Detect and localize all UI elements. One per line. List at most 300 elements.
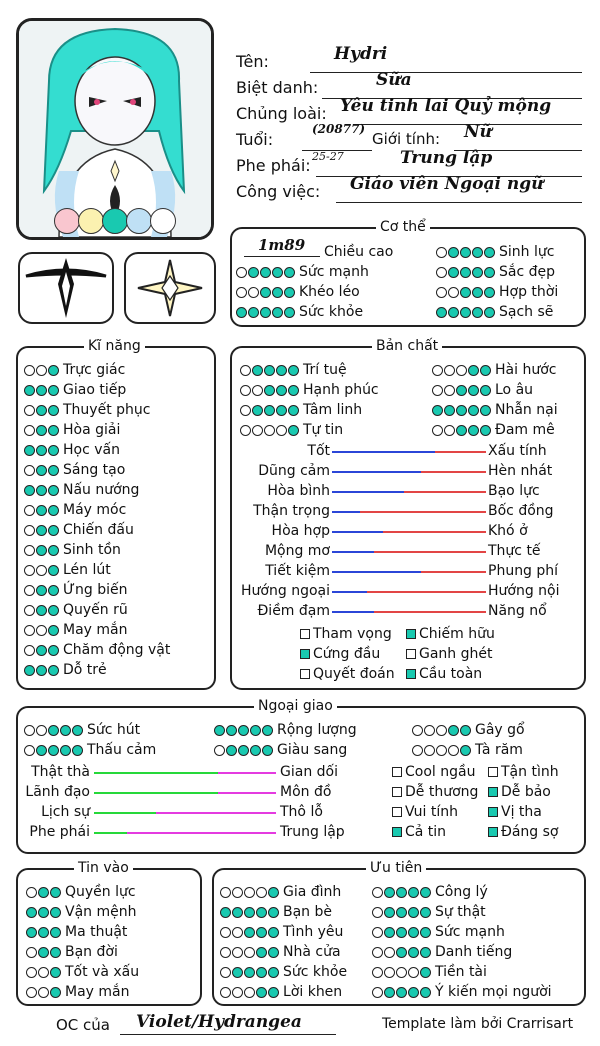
rating-dot [26, 907, 37, 918]
rating-row [24, 640, 170, 660]
rating-dot [424, 745, 435, 756]
rating-dot [472, 247, 483, 258]
rating-dot [436, 267, 447, 278]
rating-dot [214, 725, 225, 736]
rating-label: Tự tin [303, 422, 344, 438]
rating-dot [396, 947, 407, 958]
rating-row [236, 262, 369, 282]
rating-dot [60, 745, 71, 756]
rating-row [26, 982, 129, 1002]
rating-dot [264, 385, 275, 396]
rating-dot [24, 505, 35, 516]
rating-dot [456, 425, 467, 436]
slider-right-label: Phung phí [488, 563, 559, 579]
slider-track-right [435, 451, 486, 453]
oc-underline [120, 1034, 336, 1035]
rating-label: Sức khỏe [283, 964, 348, 980]
rating-row [372, 962, 487, 982]
slider-track-right [218, 792, 276, 794]
profile-job-value: Giáo viên Ngoại ngữ [350, 174, 544, 194]
checkbox [488, 807, 498, 817]
rating-dot [36, 745, 47, 756]
rating-dot [238, 745, 249, 756]
rating-dot [36, 405, 47, 416]
rating-label: Sức hút [87, 722, 141, 738]
star-icon [126, 254, 214, 322]
rating-dot [456, 405, 467, 416]
rating-dot [396, 887, 407, 898]
rating-dots [26, 947, 62, 958]
rating-dot [220, 967, 231, 978]
rating-dot [276, 405, 287, 416]
rating-dot [232, 927, 243, 938]
check-item [488, 822, 559, 842]
slider-track-left [332, 531, 383, 533]
rating-dot [72, 725, 83, 736]
social-title: Ngoại giao [254, 698, 337, 714]
rating-dots [236, 307, 296, 318]
rating-row [24, 560, 111, 580]
rating-row [432, 400, 558, 420]
palette-swatch [102, 208, 128, 234]
rating-row [436, 262, 555, 282]
rating-dot [372, 927, 383, 938]
rating-dots [24, 365, 60, 376]
slider-track-right [421, 571, 486, 573]
slider-track-left [94, 832, 127, 834]
rating-dot [444, 405, 455, 416]
rating-dot [272, 267, 283, 278]
rating-row [220, 982, 342, 1002]
rating-row [432, 420, 555, 440]
rating-dot [240, 405, 251, 416]
rating-dot [36, 425, 47, 436]
rating-label: Tâm linh [303, 402, 363, 418]
rating-dot [244, 887, 255, 898]
rating-dots [436, 247, 496, 258]
rating-dot [424, 725, 435, 736]
rating-dot [48, 565, 59, 576]
slider-right-label: Khó ở [488, 523, 528, 539]
check-label: Vui tính [405, 804, 458, 820]
rating-dot [220, 887, 231, 898]
rating-dot [264, 425, 275, 436]
rating-dot [448, 247, 459, 258]
rating-dot [24, 465, 35, 476]
rating-dot [240, 425, 251, 436]
rating-dot [260, 287, 271, 298]
rating-label: Hợp thời [499, 284, 559, 300]
rating-row [240, 420, 343, 440]
check-label: Cầu toàn [419, 666, 483, 682]
rating-label: Quyến rũ [63, 602, 128, 618]
rating-label: Sinh tồn [63, 542, 121, 558]
rating-dot [288, 365, 299, 376]
rating-dots [24, 625, 60, 636]
rating-dot [444, 425, 455, 436]
slider-left-label: Tốt [307, 443, 330, 459]
rating-dot [244, 907, 255, 918]
rating-dots [220, 887, 280, 898]
rating-dot [252, 365, 263, 376]
rating-dot [48, 625, 59, 636]
check-label: Quyết đoán [313, 666, 395, 682]
rating-dot [24, 645, 35, 656]
rating-dot [444, 385, 455, 396]
rating-dot [268, 987, 279, 998]
rating-dot [260, 307, 271, 318]
rating-dots [432, 365, 492, 376]
check-label: Tận tình [501, 764, 559, 780]
rating-dot [288, 425, 299, 436]
check-label: Vị tha [501, 804, 542, 820]
profile-faction-value: Trung lập [400, 148, 493, 168]
profile-gender-label: Giới tính: [372, 130, 441, 148]
rating-dot [408, 907, 419, 918]
rating-dots [26, 927, 62, 938]
rating-dot [468, 385, 479, 396]
rating-dot [24, 665, 35, 676]
rating-dots [26, 987, 62, 998]
rating-dot [460, 725, 471, 736]
rating-dot [238, 725, 249, 736]
rating-dot [420, 947, 431, 958]
slider-track-left [332, 611, 374, 613]
rating-dot [272, 287, 283, 298]
slider-track-right [404, 491, 486, 493]
profile-name-value: Hydri [334, 44, 388, 64]
rating-dot [448, 725, 459, 736]
rating-dots [412, 725, 472, 736]
rating-dot [38, 967, 49, 978]
rating-dot [244, 927, 255, 938]
slider-track-left [94, 812, 156, 814]
rating-label: Tà răm [475, 742, 523, 758]
rating-dot [26, 887, 37, 898]
rating-dots [220, 947, 280, 958]
rating-label: Sức khỏe [299, 304, 364, 320]
rating-dot [448, 267, 459, 278]
slider-left-label: Điềm đạm [257, 603, 330, 619]
rating-dot [232, 947, 243, 958]
rating-dot [36, 725, 47, 736]
rating-row [26, 942, 118, 962]
rating-dots [240, 405, 300, 416]
rating-dot [24, 725, 35, 736]
rating-label: Ứng biến [63, 582, 128, 598]
rating-dot [50, 987, 61, 998]
rating-dot [48, 385, 59, 396]
rating-row [220, 922, 343, 942]
rating-dots [24, 525, 60, 536]
rating-dot [432, 365, 443, 376]
rating-dots [240, 365, 300, 376]
check-item [406, 664, 482, 684]
rating-dot [26, 927, 37, 938]
rating-dot [268, 887, 279, 898]
rating-label: Nhẫn nại [495, 402, 558, 418]
rating-dot [36, 525, 47, 536]
rating-row [214, 720, 357, 740]
rating-dot [372, 947, 383, 958]
rating-label: Lén lút [63, 562, 111, 578]
rating-dot [244, 987, 255, 998]
rating-row [436, 282, 558, 302]
rating-dot [232, 987, 243, 998]
checkbox [488, 827, 498, 837]
tribal-symbol-icon [20, 254, 112, 322]
rating-row [24, 460, 125, 480]
belief-title: Tin vào [74, 860, 133, 876]
rating-dot [226, 745, 237, 756]
rating-dot [38, 987, 49, 998]
rating-row [372, 982, 552, 1002]
rating-row [372, 882, 488, 902]
rating-dot [436, 307, 447, 318]
rating-row [214, 740, 347, 760]
rating-label: Hài hước [495, 362, 557, 378]
rating-dot [220, 907, 231, 918]
rating-dot [268, 907, 279, 918]
rating-dot [456, 365, 467, 376]
rating-label: Sức mạnh [299, 264, 369, 280]
rating-row [24, 660, 107, 680]
rating-dots [372, 947, 432, 958]
checkbox [406, 649, 416, 659]
slider-left-label: Thận trọng [253, 503, 330, 519]
rating-dot [48, 465, 59, 476]
rating-row [24, 500, 126, 520]
rating-dot [252, 385, 263, 396]
rating-dot [472, 307, 483, 318]
rating-row [240, 360, 347, 380]
rating-dot [268, 967, 279, 978]
slider-track-right [421, 471, 486, 473]
rating-dot [236, 267, 247, 278]
rating-dot [412, 725, 423, 736]
rating-dots [24, 505, 60, 516]
rating-dot [448, 745, 459, 756]
rating-label: Đam mê [495, 422, 555, 438]
rating-row [24, 720, 140, 740]
rating-dot [48, 605, 59, 616]
rating-dot [432, 405, 443, 416]
rating-dots [432, 425, 492, 436]
rating-dot [372, 987, 383, 998]
check-item [392, 822, 446, 842]
slider-track-right [360, 511, 486, 513]
rating-row [26, 902, 136, 922]
rating-dot [38, 907, 49, 918]
rating-dot [256, 967, 267, 978]
checkbox [300, 669, 310, 679]
slider-right-label: Năng nổ [488, 603, 547, 619]
rating-dot [240, 365, 251, 376]
rating-dot [24, 385, 35, 396]
rating-dot [408, 887, 419, 898]
rating-dot [420, 987, 431, 998]
rating-label: Tiền tài [435, 964, 487, 980]
rating-dot [36, 605, 47, 616]
rating-dots [436, 267, 496, 278]
rating-dot [480, 405, 491, 416]
rating-dot [284, 267, 295, 278]
rating-dot [248, 287, 259, 298]
rating-label: Lời khen [283, 984, 343, 1000]
rating-label: Tốt và xấu [65, 964, 140, 980]
rating-row [372, 942, 512, 962]
rating-row [436, 242, 554, 262]
height-value: 1m89 [258, 236, 306, 254]
rating-dot [36, 585, 47, 596]
rating-dot [484, 287, 495, 298]
rating-dot [26, 967, 37, 978]
rating-dot [48, 545, 59, 556]
rating-dot [48, 725, 59, 736]
rating-dots [220, 927, 280, 938]
rating-label: Thấu cảm [87, 742, 157, 758]
rating-dot [48, 425, 59, 436]
rating-dot [372, 907, 383, 918]
rating-dot [264, 405, 275, 416]
body-stats-title: Cơ thể [376, 219, 430, 235]
rating-dot [480, 425, 491, 436]
rating-row [432, 380, 533, 400]
rating-dots [24, 745, 84, 756]
rating-dot [468, 365, 479, 376]
rating-dot [408, 987, 419, 998]
rating-dot [232, 967, 243, 978]
slider-track-left [332, 491, 404, 493]
rating-dots [24, 425, 60, 436]
rating-label: Giàu sang [277, 742, 348, 758]
rating-dot [408, 927, 419, 938]
rating-label: Khéo léo [299, 284, 360, 300]
rating-dots [240, 425, 300, 436]
oc-owner: Violet/Hydrangea [136, 1012, 302, 1032]
checkbox [392, 807, 402, 817]
rating-dot [48, 405, 59, 416]
rating-dot [460, 247, 471, 258]
slider-right-label: Gian dối [280, 764, 338, 780]
rating-label: Sự thật [435, 904, 486, 920]
check-item [300, 644, 380, 664]
rating-dot [38, 947, 49, 958]
rating-dot [460, 307, 471, 318]
rating-dot [36, 665, 47, 676]
rating-dots [24, 725, 84, 736]
check-item [392, 762, 475, 782]
profile-job-label: Công việc: [236, 182, 321, 201]
rating-dots [372, 987, 432, 998]
rating-label: Nhà cửa [283, 944, 341, 960]
rating-label: Công lý [435, 884, 488, 900]
rating-dot [384, 927, 395, 938]
rating-dot [24, 565, 35, 576]
rating-dot [24, 365, 35, 376]
skills-title: Kĩ năng [84, 338, 145, 354]
rating-dot [420, 967, 431, 978]
rating-dots [432, 405, 492, 416]
rating-dot [226, 725, 237, 736]
slider-left-label: Hướng ngoại [241, 583, 330, 599]
rating-dots [24, 405, 60, 416]
slider-track-right [374, 551, 486, 553]
rating-dot [36, 565, 47, 576]
rating-dot [48, 365, 59, 376]
rating-dot [256, 907, 267, 918]
rating-dot [262, 745, 273, 756]
slider-right-label: Thực tế [488, 543, 541, 559]
rating-dot [38, 927, 49, 938]
profile-faction-label: Phe phái: [236, 156, 311, 175]
rating-dot [24, 525, 35, 536]
rating-dot [396, 907, 407, 918]
profile-age-label: Tuổi: [236, 130, 274, 149]
slider-left-label: Thật thà [31, 764, 90, 780]
rating-dot [372, 967, 383, 978]
slider-track-left [332, 451, 435, 453]
rating-dot [24, 585, 35, 596]
rating-dots [24, 465, 60, 476]
slider-right-label: Bạo lực [488, 483, 540, 499]
rating-dot [408, 947, 419, 958]
rating-dot [264, 365, 275, 376]
rating-dot [260, 267, 271, 278]
rating-dot [256, 947, 267, 958]
rating-dot [448, 287, 459, 298]
rating-dot [284, 307, 295, 318]
oc-label: OC của [56, 1016, 110, 1034]
priority-title: Ưu tiên [366, 860, 426, 876]
check-label: Ganh ghét [419, 646, 493, 662]
slider-track-right [367, 591, 486, 593]
rating-dot [48, 665, 59, 676]
rating-dot [384, 887, 395, 898]
rating-dot [276, 365, 287, 376]
rating-dot [50, 907, 61, 918]
palette-swatch [126, 208, 152, 234]
rating-dots [236, 267, 296, 278]
rating-label: Sáng tạo [63, 462, 126, 478]
rating-dots [24, 445, 60, 456]
check-item [488, 802, 542, 822]
rating-row [24, 620, 127, 640]
rating-dot [232, 887, 243, 898]
rating-label: Gây gổ [475, 722, 525, 738]
check-label: Cool ngầu [405, 764, 476, 780]
rating-dot [36, 625, 47, 636]
rating-row [372, 902, 486, 922]
rating-dot [36, 365, 47, 376]
rating-label: Sắc đẹp [499, 264, 555, 280]
rating-dot [396, 927, 407, 938]
check-item [488, 762, 559, 782]
rating-row [24, 520, 134, 540]
rating-label: Vận mệnh [65, 904, 137, 920]
rating-dot [236, 287, 247, 298]
rating-dot [468, 405, 479, 416]
rating-row [24, 360, 125, 380]
rating-row [236, 302, 363, 322]
rating-dot [436, 287, 447, 298]
rating-label: Ma thuật [65, 924, 128, 940]
check-label: Dễ bảo [501, 784, 551, 800]
rating-dot [420, 887, 431, 898]
check-item [300, 624, 392, 644]
rating-dot [36, 505, 47, 516]
rating-dot [220, 987, 231, 998]
